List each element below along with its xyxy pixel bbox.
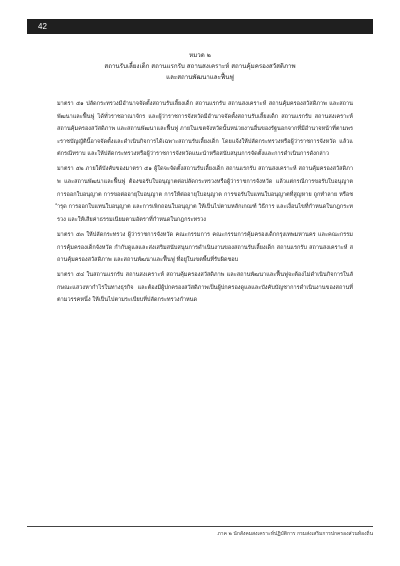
paragraph-section-54: มาตรา ๕๔ ในสถานแรกรับ สถานสงเคราะห์ สถานคุ้มครองสวัสดิภาพ และสถานพัฒนาและฟื้นฟูจะต้องไม่ดำเนินกิจการในลักษณะแสวงหากำไรในทางธุรกิจ และต้องมีผู้ปกครองสวัสดิภาพเป็นผู้ปกครองดูแลและบังคับบัญชาการดำเนินงานของสถานที่ตามวรรคหนึ่ง ให้เป็นไปตามระเบียบที่ปลัดกระทรวงกำหนด	[57, 272, 353, 304]
paragraph-section-52: มาตรา ๕๒ ภายใต้บังคับของมาตรา ๕๑ ผู้ใดจะจัดตั้งสถานรับเลี้ยงเด็ก สถานแรกรับ สถานสงเคราะห์ สถานคุ้มครองสวัสดิภาพ และสถานพัฒนาและฟื้นฟู ต้องขอรับใบอนุญาตต่อปลัดกระทรวงหรือผู้ว่าราชการจังหวัด แล้วแต่กรณีการขอรับใบอนุญาต การออกใบอนุญาต การขอต่ออายุใบอนุญาต การให้ต่ออายุใบอนุญาต การขอรับใบแทนใบอนุญาตที่สูญหาย ถูกทำลาย หรือชำรุด การออกใบแทนใบอนุญาต และการเพิกถอนใบอนุญาต ให้เป็นไปตามหลักเกณฑ์ วิธีการ และเงื่อนไขที่กำหนดในกฎกระทรวง และให้เสียค่าธรรมเนียมตามอัตราที่กำหนดในกฎกระทรวง	[57, 166, 353, 223]
section-title-line: และสถานพัฒนาและฟื้นฟู	[166, 74, 234, 81]
header-bar	[27, 19, 373, 34]
document-body	[57, 98, 353, 307]
footer-divider	[27, 526, 373, 527]
page-footer: ภาค ๒ นักสังคมสงเคราะห์ปฏิบัติการ กรมส่งเสริมการปกครองส่วนท้องถิ่น	[217, 531, 373, 537]
section-title-line: สถานรับเลี้ยงเด็ก สถานแรกรับ สถานสงเคราะห์ สถานคุ้มครองสวัสดิภาพ	[104, 63, 296, 70]
chapter-heading: หมวด ๒	[189, 52, 211, 59]
paragraph-section-53: มาตรา ๕๓ ให้ปลัดกระทรวง ผู้ว่าราชการจังหวัด คณะกรรมการ คณะกรรมการคุ้มครองเด็กกรุงเทพมหานคร และคณะกรรมการคุ้มครองเด็กจังหวัด กำกับดูแลและส่งเสริมสนับสนุนการดำเนินงานของสถานรับเลี้ยงเด็ก สถานแรกรับ สถานสงเคราะห์ สถานคุ้มครองสวัสดิภาพ และสถานพัฒนาและฟื้นฟู ที่อยู่ในเขตพื้นที่รับผิดชอบ	[57, 231, 353, 264]
paragraph-section-51: มาตรา ๕๑ ปลัดกระทรวงมีอำนาจจัดตั้งสถานรับเลี้ยงเด็ก สถานแรกรับ สถานสงเคราะห์ สถานคุ้มครองสวัสดิภาพ และสถานพัฒนาและฟื้นฟู ได้ทั่วราชอาณาจักร และผู้ว่าราชการจังหวัดมีอำนาจจัดตั้งสถานรับเลี้ยงเด็ก สถานแรกรับ สถานสงเคราะห์ สถานคุ้มครองสวัสดิภาพ และสถานพัฒนาและฟื้นฟู ภายในเขตจังหวัดนั้นหน่วยงานอื่นของรัฐนอกจากที่มีอำนาจหน้าที่ตามพระราชบัญญัตินี้อาจจัดตั้งและดำเนินกิจการได้เฉพาะสถานรับเลี้ยงเด็ก โดยแจ้งให้ปลัดกระทรวงหรือผู้ว่าราชการจังหวัด แล้วแต่กรณีทราบ และให้ปลัดกระทรวงหรือผู้ว่าราชการจังหวัดแนะนำหรือสนับสนุนการจัดตั้งและการดำเนินการดังกล่าว	[57, 101, 353, 158]
section-title	[60, 61, 340, 83]
page-number: 42	[38, 22, 47, 31]
